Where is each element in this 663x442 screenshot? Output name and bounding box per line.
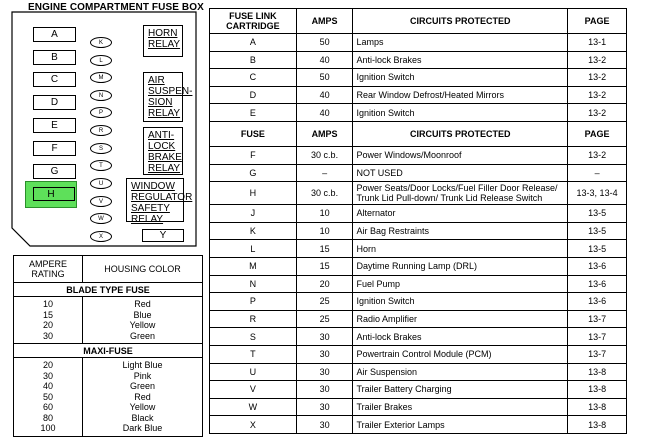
circuits-protected-header: CIRCUITS PROTECTED <box>353 9 568 34</box>
table-row <box>210 293 627 311</box>
table-row <box>210 146 627 164</box>
page-cell: 13-6 <box>568 257 627 275</box>
circuit-protection-table <box>209 8 627 434</box>
table-row <box>210 310 627 328</box>
large-fuse: E <box>33 118 76 133</box>
large-fuse: D <box>33 95 76 110</box>
amps-cell: 30 <box>296 363 353 381</box>
table-row <box>210 86 627 104</box>
page-cell: 13-8 <box>568 398 627 416</box>
mini-fuse: K <box>90 37 112 48</box>
anti-lock-brake-relay <box>143 127 183 175</box>
table-row <box>210 345 627 363</box>
relay-label-line: ANTI- <box>148 130 175 141</box>
large-fuse: G <box>33 164 76 179</box>
table-row <box>210 104 627 122</box>
fuse-id-cell: V <box>210 381 297 399</box>
page-cell: 13-3, 13-4 <box>568 182 627 205</box>
page-cell: 13-5 <box>568 222 627 240</box>
amps-cell: 50 <box>296 69 353 87</box>
amps-cell: 30 c.b. <box>296 182 353 205</box>
circuits-cell: Trailer Battery Charging <box>353 381 568 399</box>
circuits-cell: Daytime Running Lamp (DRL) <box>353 257 568 275</box>
page-cell: – <box>568 164 627 182</box>
relay-label-line: SAFETY <box>131 203 170 214</box>
circuits-cell: Air Bag Restraints <box>353 222 568 240</box>
fuse-id-cell: P <box>210 293 297 311</box>
circuits-cell: NOT USED <box>353 164 568 182</box>
table-row <box>210 205 627 223</box>
circuits-cell: Air Suspension <box>353 363 568 381</box>
relay-label-line: SION <box>148 97 173 108</box>
circuits-cell: Anti-lock Brakes <box>353 328 568 346</box>
mini-fuse: T <box>90 160 112 171</box>
page-cell: 13-2 <box>568 86 627 104</box>
amps-cell: 40 <box>296 86 353 104</box>
page-cell: 13-6 <box>568 293 627 311</box>
amps-cell: 15 <box>296 257 353 275</box>
circuits-cell: Power Windows/Moonroof <box>353 146 568 164</box>
relay-label-line: BRAKE <box>148 152 182 163</box>
fuse-id-cell: W <box>210 398 297 416</box>
bottom-fuse: Y <box>142 229 184 242</box>
circuits-cell: Fuel Pump <box>353 275 568 293</box>
fuse-link-cartridge-header: FUSE LINK CARTRIDGE <box>210 9 297 34</box>
relay-label-line: LOCK <box>148 141 176 152</box>
fuse-id-cell: F <box>210 146 297 164</box>
fuse-id-cell: E <box>210 104 297 122</box>
fuse-id-cell: T <box>210 345 297 363</box>
fuse-id-cell: G <box>210 164 297 182</box>
page-cell: 13-7 <box>568 345 627 363</box>
page-cell: 13-7 <box>568 328 627 346</box>
fuse-id-cell: M <box>210 257 297 275</box>
page-cell: 13-5 <box>568 205 627 223</box>
page-cell: 13-8 <box>568 416 627 434</box>
relay-label-line: AIR <box>148 75 165 86</box>
circuits-cell: Ignition Switch <box>353 104 568 122</box>
maxi-fuse-heading: MAXI-FUSE <box>14 344 203 358</box>
blade-type-fuse-heading: BLADE TYPE FUSE <box>14 283 203 297</box>
housing-color-header: HOUSING COLOR <box>83 256 203 283</box>
table-row <box>210 398 627 416</box>
amps-cell: 30 c.b. <box>296 146 353 164</box>
page-cell: 13-5 <box>568 240 627 258</box>
page-cell: 13-2 <box>568 51 627 69</box>
page-cell: 13-8 <box>568 363 627 381</box>
maxi-ratings: 20 30 40 50 60 80 100 <box>14 358 83 437</box>
amps-cell: 25 <box>296 293 353 311</box>
amps-cell: 20 <box>296 275 353 293</box>
relay-label-line: REGULATOR <box>131 192 193 203</box>
ampere-rating-table <box>13 255 203 437</box>
relay-label-line: RELAY <box>148 163 181 174</box>
amps-cell: 15 <box>296 240 353 258</box>
table-row <box>210 363 627 381</box>
mini-fuse: S <box>90 143 112 154</box>
amps-cell: 30 <box>296 398 353 416</box>
relay-label-line: HORN <box>148 28 178 39</box>
amps-cell: 40 <box>296 104 353 122</box>
page-cell: 13-2 <box>568 69 627 87</box>
window-regulator-safety-relay <box>126 178 193 225</box>
amps-cell: 10 <box>296 222 353 240</box>
amps-cell: 40 <box>296 51 353 69</box>
page-header: PAGE <box>568 9 627 34</box>
fuse-id-cell: D <box>210 86 297 104</box>
mini-fuse: L <box>90 55 112 66</box>
large-fuse: B <box>33 50 76 65</box>
relay-label-line: RELAY <box>148 39 181 50</box>
fuse-box-title: ENGINE COMPARTMENT FUSE BOX <box>28 2 204 13</box>
amps-cell: 30 <box>296 345 353 363</box>
circuits-cell: Radio Amplifier <box>353 310 568 328</box>
page-cell: 13-2 <box>568 104 627 122</box>
blade-colors: Red Blue Yellow Green <box>83 297 203 344</box>
circuits-cell: Trailer Exterior Lamps <box>353 416 568 434</box>
circuits-cell: Anti-lock Brakes <box>353 51 568 69</box>
circuits-cell: Trailer Brakes <box>353 398 568 416</box>
fuse-id-cell: L <box>210 240 297 258</box>
table-row <box>210 51 627 69</box>
table-row <box>210 275 627 293</box>
large-fuse: C <box>33 72 76 87</box>
page-cell: 13-1 <box>568 34 627 52</box>
relay-label-line: RELAY <box>131 214 164 225</box>
circuits-cell: Ignition Switch <box>353 293 568 311</box>
amps-cell: 25 <box>296 310 353 328</box>
amps-cell: 30 <box>296 381 353 399</box>
amps-cell: 50 <box>296 34 353 52</box>
amps-cell: 30 <box>296 328 353 346</box>
mini-fuse: P <box>90 107 112 118</box>
circuits-cell: Power Seats/Door Locks/Fuel Filler Door Release/ Trunk Lid Pull-down/ Trunk Lid Release Switch <box>353 182 568 205</box>
horn-relay <box>143 25 183 57</box>
maxi-colors: Light Blue Pink Green Red Yellow Black Dark Blue <box>83 358 203 437</box>
table-row <box>210 182 627 205</box>
table-row <box>210 257 627 275</box>
ampere-rating-header: AMPERE RATING <box>14 256 83 283</box>
fuse-id-cell: H <box>210 182 297 205</box>
large-fuse-highlighted: H <box>25 181 77 208</box>
highlighted-fuse-outline <box>33 187 75 201</box>
circuits-cell: Horn <box>353 240 568 258</box>
page-cell: 13-8 <box>568 381 627 399</box>
fuse-id-cell: U <box>210 363 297 381</box>
air-suspension-relay <box>143 72 193 122</box>
amps-cell: 30 <box>296 416 353 434</box>
amps-header: AMPS <box>296 9 353 34</box>
circuits-cell: Alternator <box>353 205 568 223</box>
blade-ratings: 10 15 20 30 <box>14 297 83 344</box>
circuits-cell: Lamps <box>353 34 568 52</box>
fuse-header: FUSE <box>210 121 297 146</box>
table-row <box>210 416 627 434</box>
page-header: PAGE <box>568 121 627 146</box>
page-cell: 13-2 <box>568 146 627 164</box>
mini-fuse: V <box>90 196 112 207</box>
fuse-id-cell: X <box>210 416 297 434</box>
table-row <box>210 381 627 399</box>
relay-label-line: SUSPEN- <box>148 86 193 97</box>
table-row <box>210 222 627 240</box>
fuse-id-cell: K <box>210 222 297 240</box>
circuits-protected-header: CIRCUITS PROTECTED <box>353 121 568 146</box>
circuits-cell: Rear Window Defrost/Heated Mirrors <box>353 86 568 104</box>
circuits-cell: Powertrain Control Module (PCM) <box>353 345 568 363</box>
amps-header: AMPS <box>296 121 353 146</box>
amps-cell: 10 <box>296 205 353 223</box>
large-fuse: A <box>33 27 76 42</box>
page-cell: 13-7 <box>568 310 627 328</box>
mini-fuse: N <box>90 90 112 101</box>
mini-fuse: U <box>90 178 112 189</box>
page-cell: 13-6 <box>568 275 627 293</box>
table-row <box>210 164 627 182</box>
mini-fuse: X <box>90 231 112 242</box>
fuse-id-cell: B <box>210 51 297 69</box>
mini-fuse: W <box>90 213 112 224</box>
amps-cell: – <box>296 164 353 182</box>
fuse-id-cell: R <box>210 310 297 328</box>
table-row <box>210 328 627 346</box>
large-fuse: F <box>33 141 76 156</box>
fuse-id-cell: C <box>210 69 297 87</box>
fuse-id-cell: S <box>210 328 297 346</box>
mini-fuse: R <box>90 125 112 136</box>
fuse-id-cell: J <box>210 205 297 223</box>
circuits-cell: Ignition Switch <box>353 69 568 87</box>
fuse-id-cell: N <box>210 275 297 293</box>
relay-label-line: RELAY <box>148 108 181 119</box>
table-row <box>210 240 627 258</box>
mini-fuse: M <box>90 72 112 83</box>
table-row <box>210 69 627 87</box>
fuse-id-cell: A <box>210 34 297 52</box>
relay-label-line: WINDOW <box>131 181 175 192</box>
table-row <box>210 34 627 52</box>
